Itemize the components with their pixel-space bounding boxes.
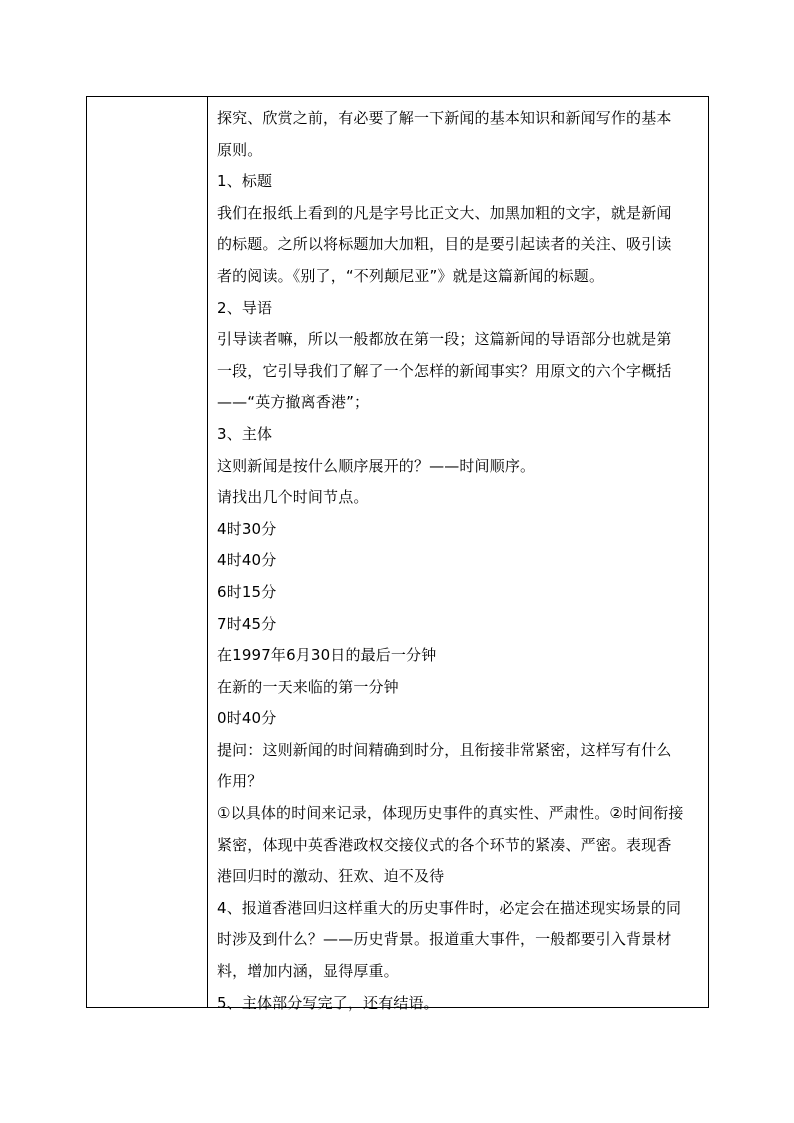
text-line: 5、主体部分写完了，还有结语。 [217,993,439,1012]
time-node: 在1997年6月30日的最后一分钟 [217,646,437,665]
time-node: 7时45分 [217,614,277,633]
time-node: 6时15分 [217,582,277,601]
time-node: 0时40分 [217,709,277,728]
time-node: 4时40分 [217,551,277,570]
text-line: 的标题。之所以将标题加大加粗，目的是要引起读者的关注、吸引读 [217,235,672,254]
content-table [86,96,709,1012]
text-line: 提问：这则新闻的时间精确到时分，且衔接非常紧密，这样写有什么 [217,740,672,759]
text-line: 引导读者嘛，所以一般都放在第一段；这篇新闻的导语部分也就是第 [217,330,672,349]
text-line: 料，增加内涵，显得厚重。 [217,962,399,981]
text-line: 我们在报纸上看到的凡是字号比正文大、加黑加粗的文字，就是新闻 [217,203,672,222]
section-heading: 3、主体 [217,424,273,443]
text-line: ①以具体的时间来记录，体现历史事件的真实性、严肃性。②时间衔接 [217,804,684,823]
section-heading: 2、导语 [217,298,273,317]
section-heading: 1、标题 [217,172,273,191]
text-line: 原则。 [217,140,263,159]
table-right-cell [208,97,708,1012]
text-line: 时涉及到什么？——历史背景。报道重大事件，一般都要引入背景材 [217,930,672,949]
time-node: 在新的一天来临的第一分钟 [217,677,399,696]
time-node: 4时30分 [217,519,277,538]
text-line: 请找出几个时间节点。 [217,488,369,507]
text-line: ——“英方撤离香港”； [217,393,370,412]
text-line: 这则新闻是按什么顺序展开的？——时间顺序。 [217,456,536,475]
text-line: 探究、欣赏之前，有必要了解一下新闻的基本知识和新闻写作的基本 [217,109,672,127]
text-line: 者的阅读。《别了，“不列颠尼亚”》就是这篇新闻的标题。 [217,266,605,285]
text-line: 一段，它引导我们了解了一个怎样的新闻事实？用原文的六个字概括 [217,361,672,380]
text-line: 港回归时的激动、狂欢、迫不及待 [217,867,445,886]
text-line: 作用？ [217,772,263,791]
text-line: 4、报道香港回归这样重大的历史事件时，必定会在描述现实场景的同 [217,898,682,917]
text-line: 紧密，体现中英香港政权交接仪式的各个环节的紧凑、严密。表现香 [217,835,672,854]
table-left-cell [87,97,208,1007]
